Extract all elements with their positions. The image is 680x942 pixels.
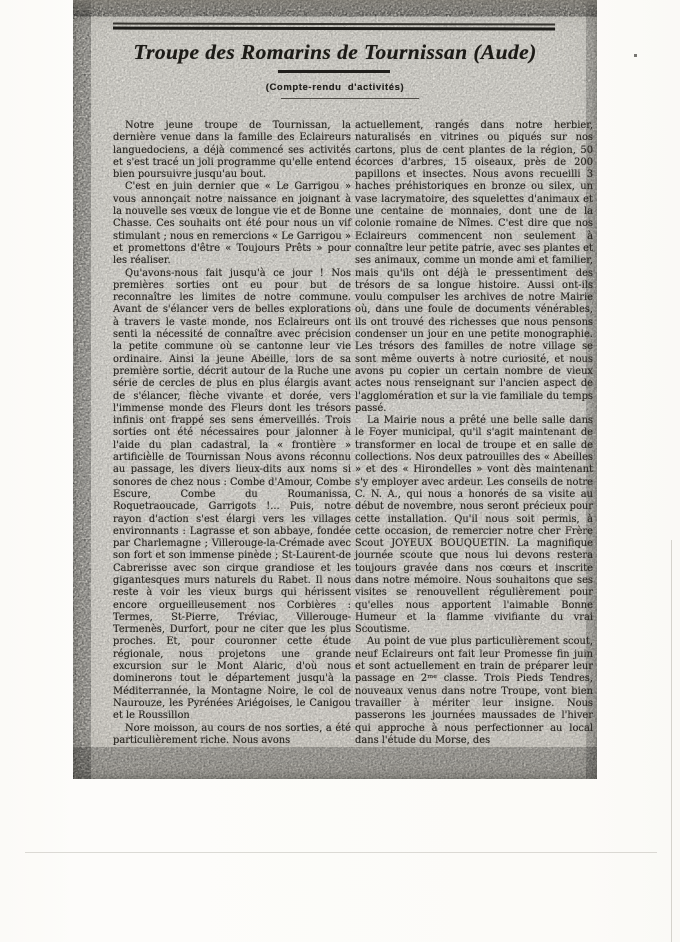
article-paragraph: actuellement, rangés dans notre herbier, naturalisés en vitrines ou piqués sur nos cartons, plus de cent plantes de la région, 50 écorces d'arbres, 15 oiseaux, près de 200 papillons et insectes. Nous avons recueilli 3 haches préhistoriques en bronze ou silex, un vase lacrymatoire, des squelettes d'animaux et une centaine de monnaies, dont une de la colonie romaine de Nîmes. C'est dire que nos Eclaireurs commencent non seulement à connaître leur petite patrie, avec ses plantes et ses animaux, comme un monde ami et familier, mais qu'ils ont déjà le pressentiment des trésors de sa longue histoire. Aussi ont-ils voulu compulser les archives de notre Mairie où, dans une foule de documents vénérables, ils ont trouvé des richesses que nous pensons condenser un jour en une petite monographie. Les trésors des familles de notre village se sont même ouverts à notre curiosité, et nous avons pu copier un certain nombre de vieux actes nous renseignant sur l'ancien aspect de l'agglomération et sur la vie familiale du temps passé. [355,120,593,414]
page-title: Troupe des Romarins de Tournissan (Aude) [133,40,537,64]
article-paragraph: La Mairie nous a prêté une belle salle dans le Foyer municipal, qu'il s'agit maintenant de transformer en local de troupe et en salle de collections. Nos deux patrouilles des « Abeilles » et des « Hirondelles » vont dès maintenant s'y employer avec ardeur. Les conseils de notre C. N. A., qui nous a honorés de sa visite au début de novembre, nous seront précieux pour cette installation. Qu'il nous soit permis, à cette occasion, de remercier notre cher Frère Scout JOYEUX BOUQUETIN. La magnifique journée scoute que nous lui devons restera toujours gravée dans nos cœurs et inscrite dans notre mémoire. Nous souhaitons que ses visites se renouvellent régulièrement pour qu'elles nous apportent l'aimable Bonne Humeur et la flamme vivifiante du vrai Scoutisme. [355,415,593,636]
article-paragraph: Au point de vue plus particulièrement scout, neuf Eclaireurs ont fait leur Promesse fin juin et sont actuellement en train de préparer leur passage en 2ᵐᵉ classe. Trois Pieds Tendres, nouveaux venus dans notre Troupe, vont bien travailler à mériter leur insigne. Nous passerons les journées maussades de l'hiver qui approche à nous perfectionner au local dans l'étude du Morse, des [355,636,593,746]
article-paragraph: Qu'avons-nous fait jusqu'à ce jour ! Nos premières sorties ont eu pour but de reconnaître les limites de notre commune. Avant de s'élancer vers de belles explorations à travers le vaste monde, nos Eclaireurs ont senti la nécessité de connaître avec précision la petite commune où se cantonne leur vie ordinaire. Ainsi la jeune Abeille, lors de sa première sortie, décrit autour de la Ruche une série de cercles de plus en plus élargis avant de s'élancer, flèche vivante et dorée, vers l'immense monde des Fleurs dont les trésors infinis ont frappé ses sens émerveillés. Trois sorties ont été nécessaires pour jalonner à l'aide du plan cadastral, la « frontière » artificièlle de Tournissan Nous avons réconnu au passage, les divers lieux-dits aux noms si sonores de chez nous : Combe d'Amour, Combe Escure, Combe du Roumanissa, Roquetraoucade, Garrigots !... Puis, notre rayon d'action s'est élargi vers les villages environnants : Lagrasse et son abbaye, fondée par Charlemagne ; Villerouge-la-Crémade avec son fort et son immense pinède ; St-Laurent-de Cabrerisse avec son cirque grandiose et les gigantesques murs naturels du Rabet. Il nous reste à voir les vieux burgs qui hérissent encore orgueilleusement nos Corbières : Termes, St-Pierre, Tréviac, Villerouge-Termenès, Durfort, pour ne citer que les plus proches. Et, pour couronner cette étude régionale, nous projetons une grande excursion sur le Mont Alaric, d'où nous dominerons tout le département jusqu'à la Méditerrannée, la Montagne Noire, le col de Naurouze, les Pyrénées Ariégoises, le Canigou et le Roussillon [113,267,351,722]
scan-artifact-vertical-line [671,540,672,942]
scan-dark-edge-band [73,0,597,15]
article-paragraph: Nore moisson, au cours de nos sorties, a été particulièrement riche. Nous avons [113,722,351,746]
left-column [113,120,351,747]
scan-artifact-speck [634,54,637,57]
article-paragraph: Notre jeune troupe de Tournissan, la dernière venue dans la famille des Eclaireurs languedociens, a déjà commencé ses activités et s'est tracé un joli programme qu'elle entend bien poursuivre jusqu'au bout. [113,120,351,181]
right-column [355,120,593,747]
page-subtitle: (Compte-rendu d'activités) [265,82,405,93]
header-double-rule [113,23,555,31]
subtitle-rule [281,98,419,99]
scan-artifact-horizontal-line [25,852,657,853]
article-paragraph: C'est en juin dernier que « Le Garrigou » vous annonçait notre naissance en joignant à la nouvelle ses vœux de longue vie et de Bonne Chasse. Ces souhaits ont été pour nous un vif stimulant ; nous en remercions « Le Garrigou » et promettons d'être « Toujours Prêts » pour les réaliser. [113,181,351,267]
title-underline-rule [278,70,390,73]
scanned-page [73,0,597,779]
